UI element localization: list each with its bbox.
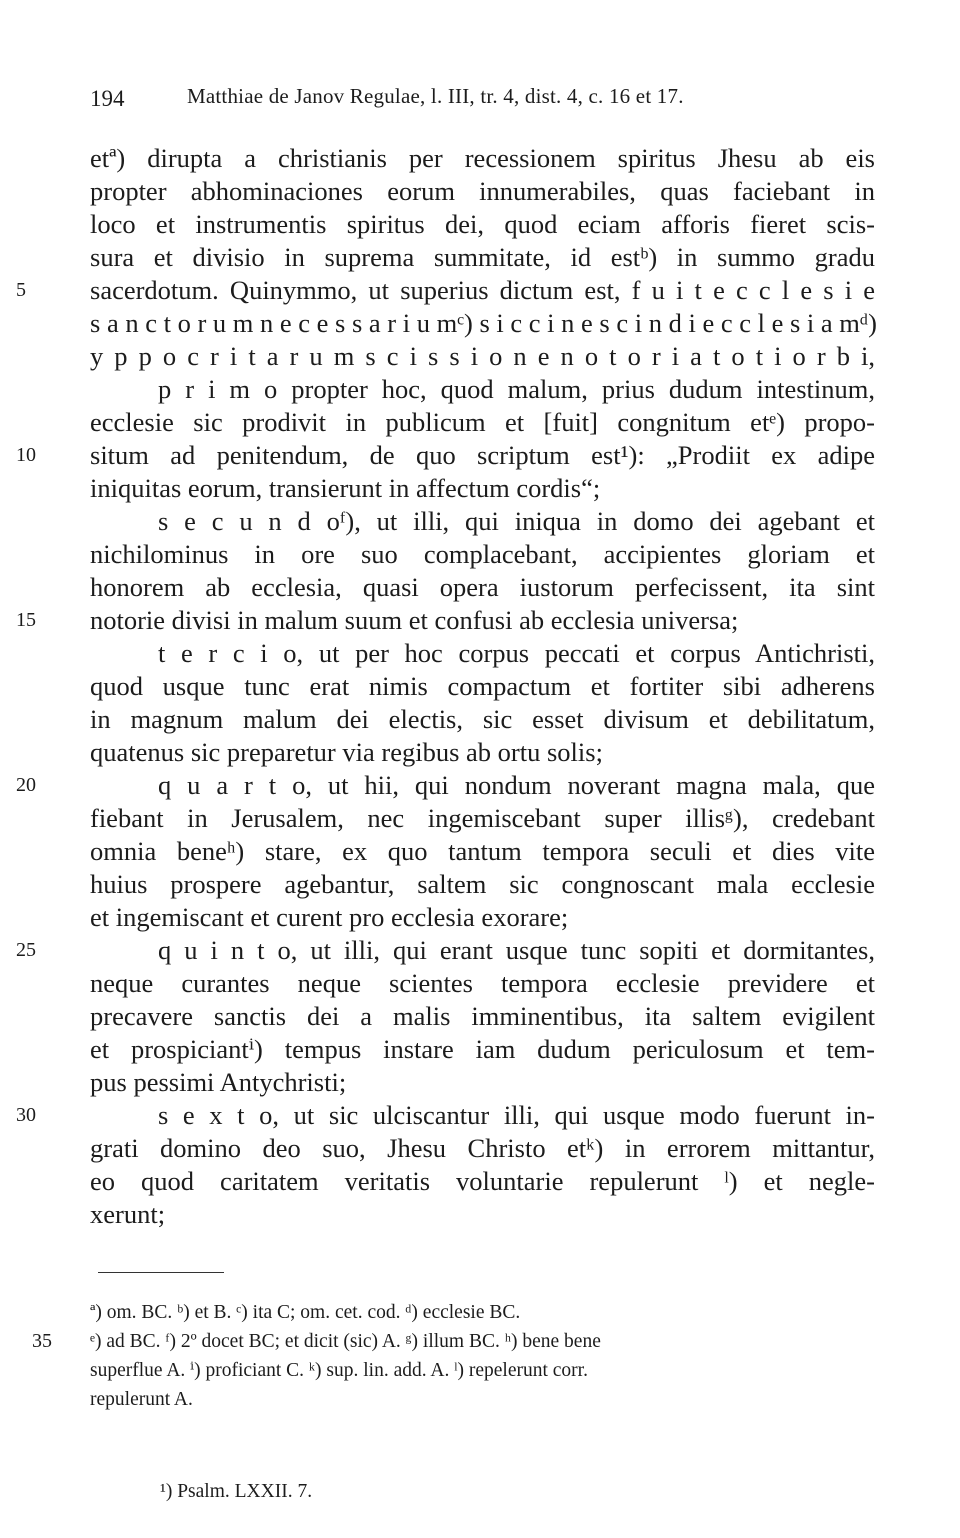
line-text: quatenus sic preparetur via regibus ab ortu solis; [90,737,603,767]
text-line [90,406,875,439]
text-line [16,769,875,802]
footnotes [32,1298,875,1414]
text-line [90,967,875,1000]
footnote-text: ª) om. BC. ᵇ) et B. ᶜ) ita C; om. cet. cod. ᵈ) ecclesie BC. [90,1302,521,1323]
line-text: et ingemiscant et curent pro ecclesia exorare; [90,902,569,932]
text-line [16,439,875,472]
text-line [90,241,875,274]
text-line [90,1198,875,1231]
text-line [90,340,875,373]
line-text: precavere sanctis dei a malis imminentibus, ita saltem evigilent [90,1001,875,1031]
text-line [16,1099,875,1132]
footnote-line [90,1385,875,1414]
line-text: pus pessimi Antychristi; [90,1067,347,1097]
line-text: fiebant in Jerusalem, nec ingemiscebant super illisᵍ), credebant [90,803,875,833]
line-text: iniquitas eorum, transierunt in affectum cordis“; [90,473,601,503]
line-number: 25 [16,939,36,961]
line-number: 35 [32,1330,52,1352]
footnote-text: superflue A. ⁱ) proficiant C. ᵏ) sup. lin. add. A. ˡ) repelerunt corr. [90,1360,588,1381]
text-line [16,274,875,307]
text-line [90,1066,875,1099]
line-text: s a n c t o r u m n e c e s s a r i u mᶜ) s i c c i n e s c i n d i e c c l e s i a mᵈ) [90,308,877,338]
line-text: p r i m o propter hoc, quod malum, prius dudum intestinum, [158,374,875,404]
line-text: ecclesie sic prodivit in publicum et [fuit] congnitum etᵉ) propo- [90,407,875,437]
line-text: situm ad penitendum, de quo scriptum est¹): „Prodiit ex adipe [90,440,875,470]
text-line [90,703,875,736]
line-text: notorie divisi in malum suum et confusi ab ecclesia universa; [90,605,739,635]
citation-note: ¹) Psalm. LXXII. 7. [160,1481,313,1502]
footnote-separator [98,1272,224,1273]
footnote-text: ᵉ) ad BC. ᶠ) 2º docet BC; et dicit (sic) A. ᵍ) illum BC. ʰ) bene bene [90,1331,601,1352]
text-line [90,1033,875,1066]
line-text: in magnum malum dei electis, sic esset divisum et debilitatum, [90,704,875,734]
text-line [16,604,875,637]
line-text: loco et instrumentis spiritus dei, quod eciam afforis fieret scis- [90,209,875,239]
line-text: propter abhominaciones eorum innumerabiles, quas faciebant in [90,176,875,206]
line-text: s e c u n d oᶠ), ut illi, qui iniqua in domo dei agebant et [158,506,875,536]
text-line [90,538,875,571]
footnote-line [90,1298,875,1327]
line-text: nichilominus in ore suo complacebant, accipientes gloriam et [90,539,875,569]
line-text: xerunt; [90,1199,166,1229]
footnote-text: repulerunt A. [90,1389,193,1410]
line-number: 20 [16,774,36,796]
text-line [90,835,875,868]
main-text [16,142,877,1231]
text-line [90,373,875,406]
line-text: s e x t o, ut sic ulciscantur illi, qui usque modo fuerunt in- [158,1100,875,1130]
text-line [90,505,875,538]
running-title: Matthiae de Janov Regulae, l. III, tr. 4, dist. 4, c. 16 et 17. [187,84,684,108]
text-line [90,208,875,241]
line-text: sacerdotum. Quinymmo, ut superius dictum est, f u i t e c c l e s i e [90,275,875,305]
line-text: omnia beneʰ) stare, ex quo tantum tempora seculi et dies vite [90,836,875,866]
text-line [90,175,875,208]
line-text: eo quod caritatem veritatis voluntarie repulerunt ˡ) et negle- [90,1166,875,1196]
text-line [90,802,875,835]
text-line [90,307,875,340]
line-text: grati domino deo suo, Jhesu Christo etᵏ) in errorem mittantur, [90,1133,875,1163]
line-text: et prospiciantⁱ) tempus instare iam dudum periculosum et tem- [90,1034,875,1064]
line-text: etª) dirupta a christianis per recessionem spiritus Jhesu ab eis [90,143,875,173]
text-line [90,1132,875,1165]
line-number: 5 [16,279,26,301]
line-text: quod usque tunc erat nimis compactum et fortiter sibi adherens [90,671,875,701]
line-text: q u i n t o, ut illi, qui erant usque tunc sopiti et dormitantes, [158,935,875,965]
page-number: 194 [90,86,125,111]
line-text: q u a r t o, ut hii, qui nondum noverant magna mala, que [158,770,875,800]
line-text: t e r c i o, ut per hoc corpus peccati et corpus Antichristi, [158,638,875,668]
line-number: 15 [16,609,36,631]
text-line [90,901,875,934]
text-line [90,571,875,604]
text-line [90,736,875,769]
line-number: 10 [16,444,36,466]
line-text: honorem ab ecclesia, quasi opera iustorum perfecissent, ita sint [90,572,875,602]
text-line [90,868,875,901]
footnote-line [90,1356,875,1385]
text-line [90,472,875,505]
footnote-line [32,1327,875,1356]
page-header [90,84,880,114]
text-line [90,1000,875,1033]
line-text: neque curantes neque scientes tempora ecclesie previdere et [90,968,875,998]
text-line [90,142,875,175]
line-text: huius prospere agebantur, saltem sic congnoscant mala ecclesie [90,869,875,899]
text-line [16,934,875,967]
line-text: sura et divisio in suprema summitate, id estᵇ) in summo gradu [90,242,875,272]
text-line [90,637,875,670]
line-number: 30 [16,1104,36,1126]
line-text: y p p o c r i t a r u m s c i s s i o n e n o t o r i a t o t i o r b i, [90,341,875,371]
text-line [90,1165,875,1198]
text-line [90,670,875,703]
